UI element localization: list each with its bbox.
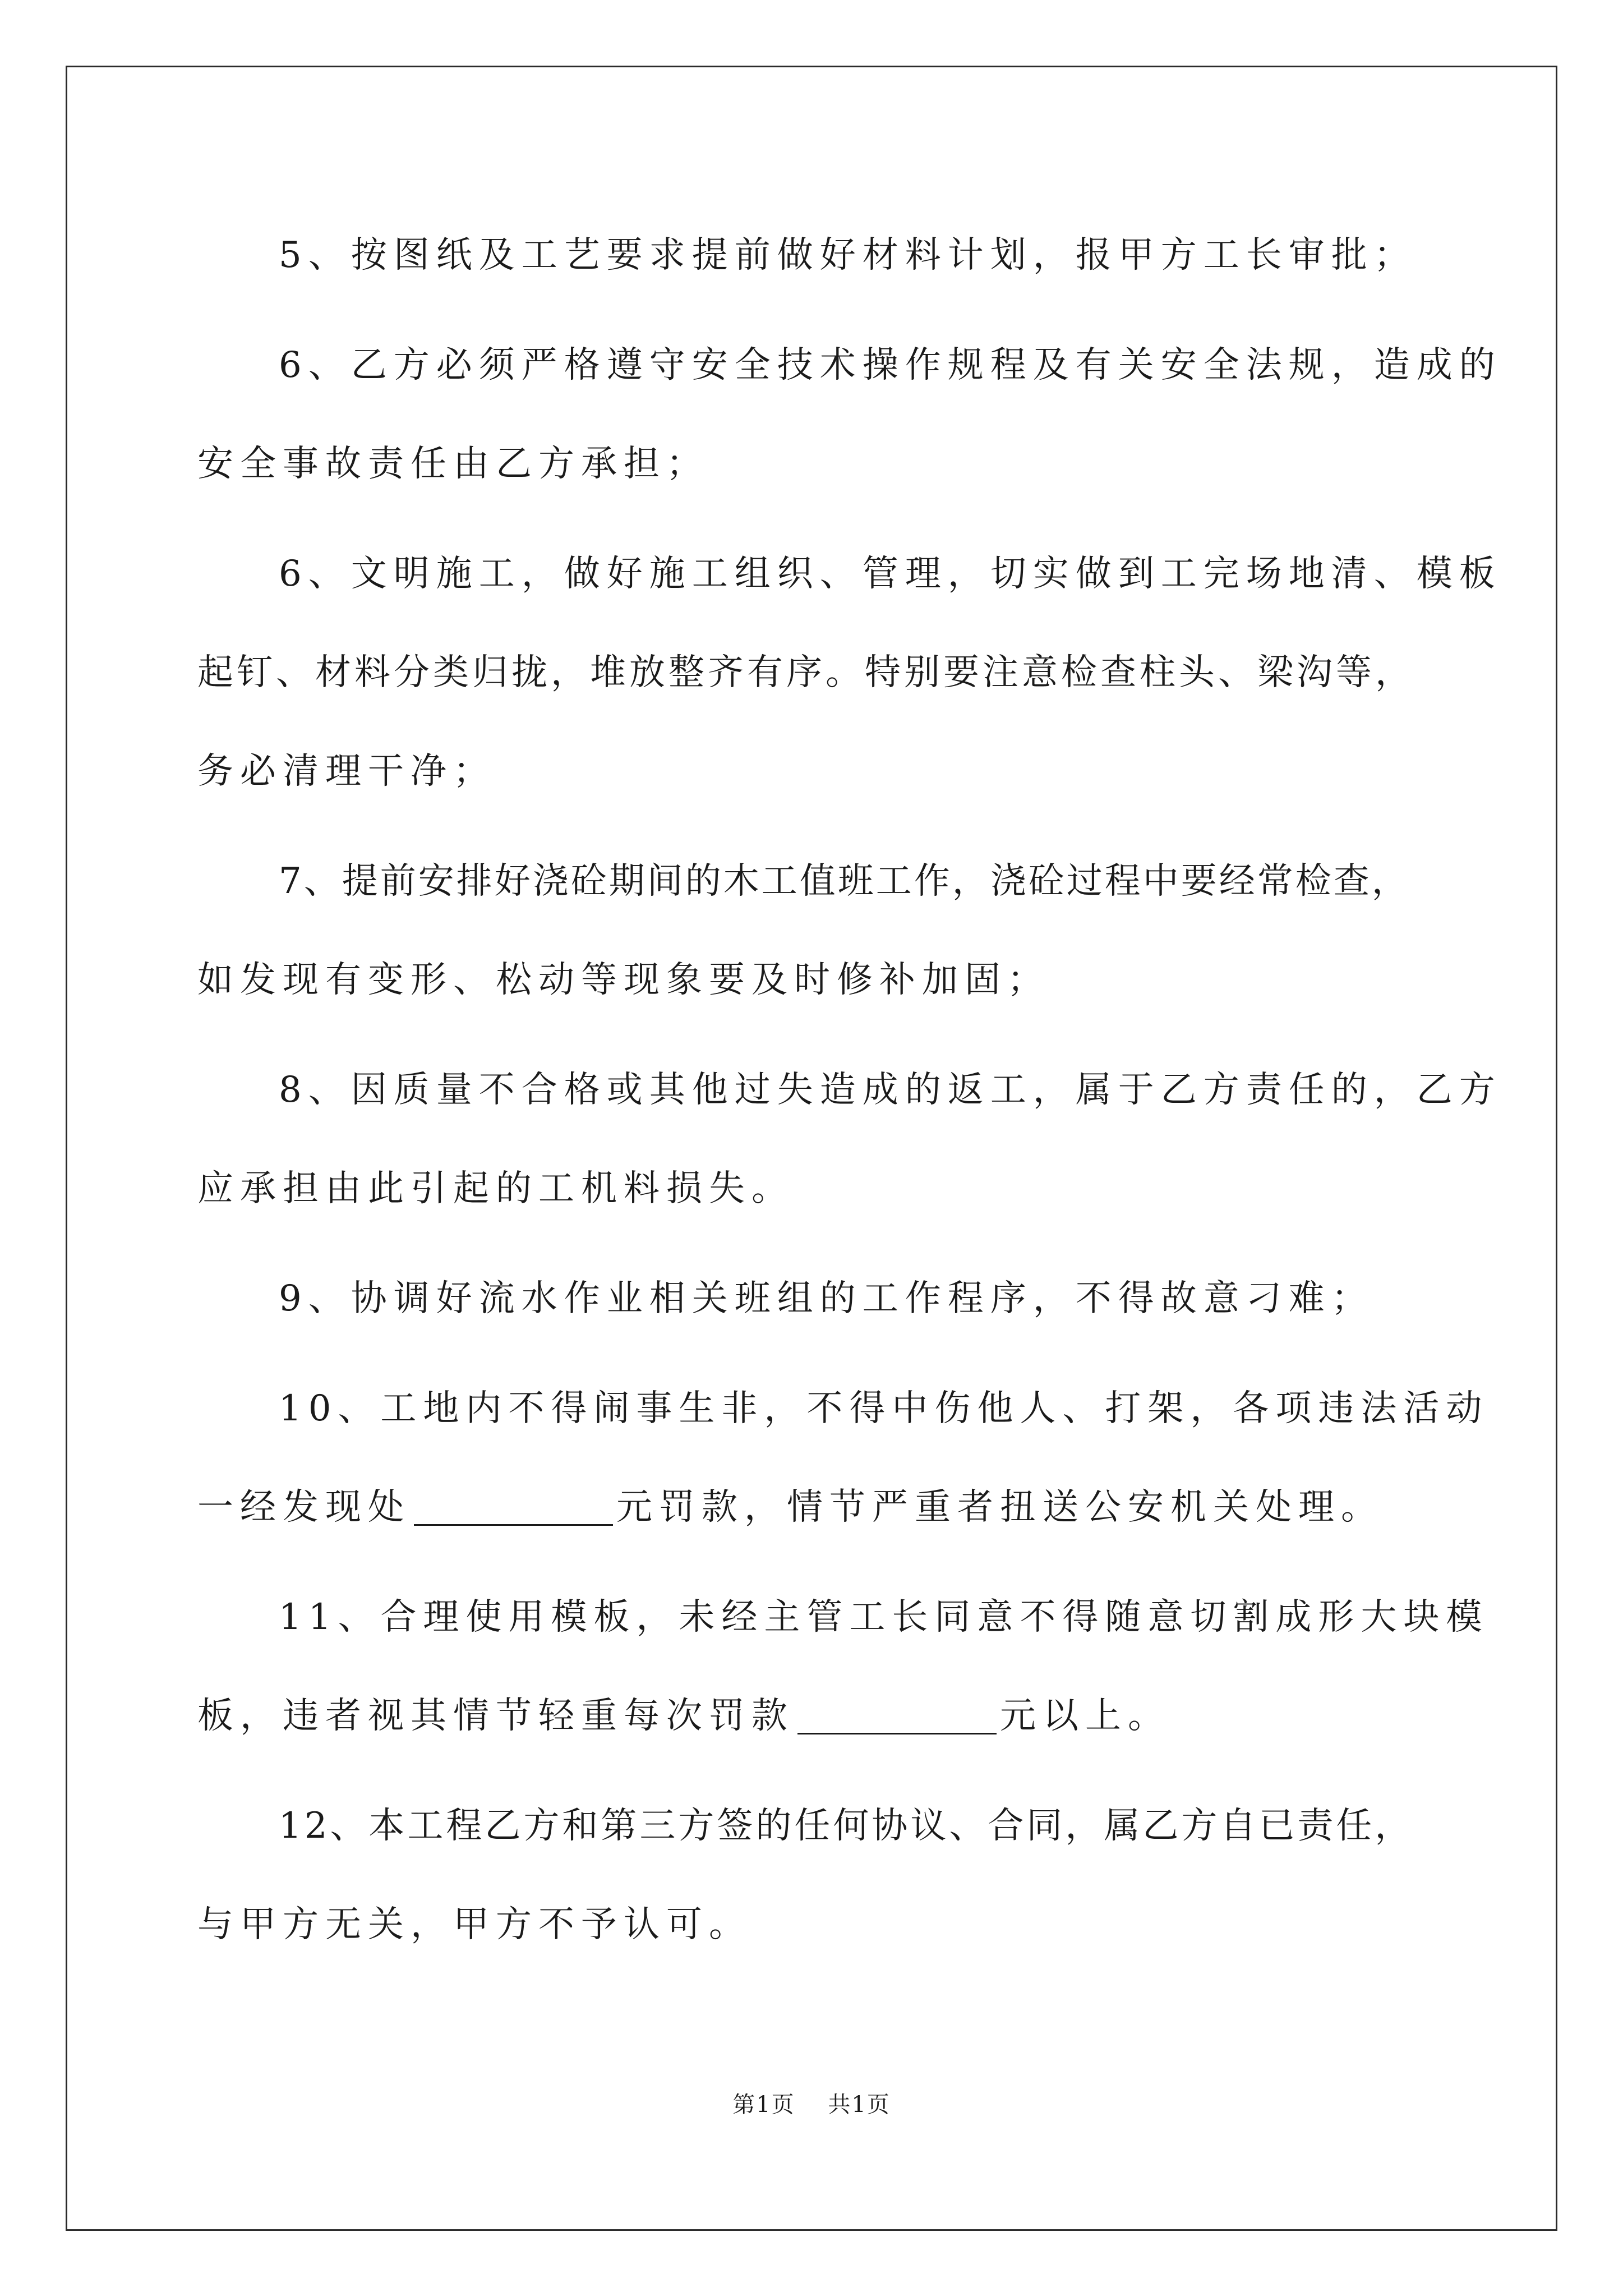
paragraph-line: 10、工地内不得闹事生非，不得中伤他人、打架，各项违法活动: [279, 1388, 1489, 1429]
paragraph-line: 12、本工程乙方和第三方签的任何协议、合同，属乙方自已责任，: [279, 1805, 1414, 1847]
paragraph-line: 5、按图纸及工艺要求提前做好材料计划，报甲方工长审批；: [279, 234, 1417, 276]
line-text: 板，违者视其情节轻重每次罚款: [197, 1695, 794, 1737]
paragraph-line: 如发现有变形、松动等现象要及时修补加固；: [197, 959, 1050, 1001]
paragraph-line: 6、乙方必须严格遵守安全技术操作规程及有关安全法规，造成的: [279, 344, 1502, 386]
paragraph-line: 应承担由此引起的工机料损失。: [197, 1168, 794, 1209]
paragraph-line: 起钉、材料分类归拢，堆放整齐有序。特别要注意检查柱头、梁沟等，: [197, 652, 1414, 693]
paragraph-line: 9、协调好流水作业相关班组的工作程序，不得故意刁难；: [279, 1278, 1374, 1319]
paragraph-line: 与甲方无关，甲方不予认可。: [197, 1904, 751, 1945]
fine-amount-blank[interactable]: [797, 1698, 997, 1734]
line-text: 元以上。: [1000, 1695, 1170, 1737]
line-text: 元罚款，情节严重者扭送公安机关处理。: [616, 1487, 1384, 1528]
page-number: 第1页: [732, 2092, 795, 2118]
fine-amount-blank[interactable]: [414, 1489, 613, 1526]
page-footer: [0, 2087, 1623, 2119]
line-text: 一经发现处: [197, 1487, 411, 1528]
paragraph-line: 务必清理干净；: [197, 751, 496, 792]
page-total: 共1页: [828, 2092, 891, 2118]
paragraph-line: [197, 1474, 1431, 1541]
paragraph-line: 7、提前安排好浇砼期间的木工值班工作，浇砼过程中要经常检查，: [279, 861, 1410, 902]
paragraph-line: 11、合理使用模板，未经主管工长同意不得随意切割成形大块模: [279, 1596, 1489, 1638]
paragraph-line: 6、文明施工，做好施工组织、管理，切实做到工完场地清、模板: [279, 553, 1502, 595]
paragraph-line: [197, 1682, 1431, 1750]
paragraph-line: 8、因质量不合格或其他过失造成的返工，属于乙方责任的，乙方: [279, 1069, 1502, 1111]
paragraph-line: 安全事故责任由乙方承担；: [197, 443, 709, 485]
